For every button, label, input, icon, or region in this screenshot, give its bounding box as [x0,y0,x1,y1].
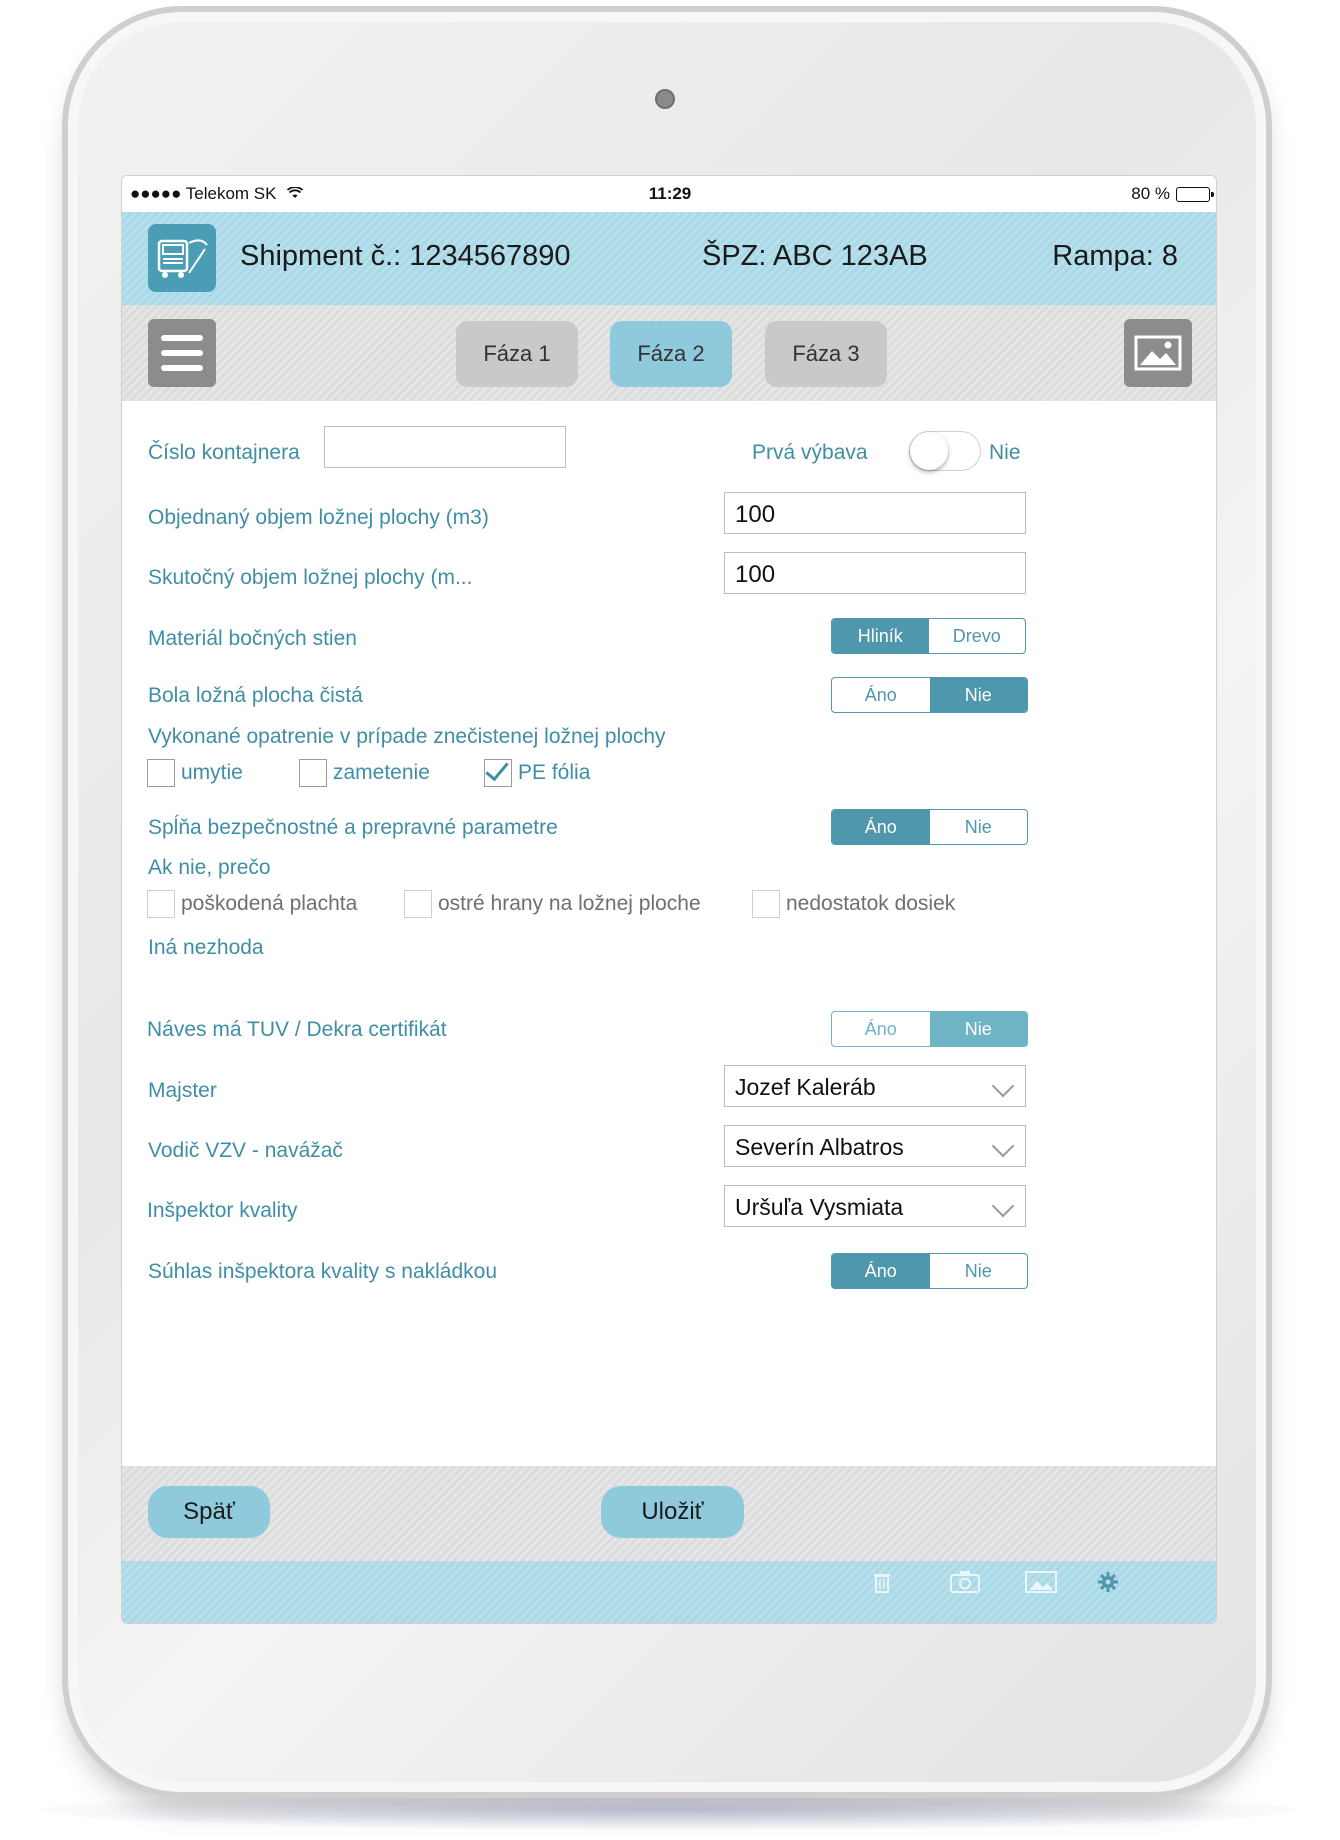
bottom-bar [122,1561,1217,1624]
checkbox-pe-folia[interactable]: PE fólia [484,759,590,787]
option-nie[interactable]: Nie [930,678,1028,712]
ramp-number: Rampa: 8 [1052,240,1178,272]
battery-icon [1176,187,1210,202]
app-header [122,212,1217,305]
option-nie[interactable]: Nie [930,1012,1028,1046]
gallery-button[interactable] [1124,319,1192,387]
tuv-certificate-label: Náves má TUV / Dekra certifikát [147,1018,447,1041]
side-wall-material-segment [831,618,1026,654]
front-camera [655,89,675,109]
inspector-consent-label: Súhlas inšpektora kvality s nakládkou [148,1260,498,1283]
save-button[interactable]: Uložiť [601,1486,744,1538]
status-bar [122,176,1217,212]
ordered-volume-input[interactable]: 100 [724,492,1026,534]
camera-icon[interactable] [950,1569,980,1595]
option-nie[interactable]: Nie [964,816,992,837]
ordered-volume-label: Objednaný objem ložnej plochy (m3) [148,506,489,529]
checkbox-ostre-hrany[interactable]: ostré hrany na ložnej ploche [404,890,701,918]
tab-faza-1[interactable]: Fáza 1 [456,321,578,387]
checkbox-poskodena-plachta[interactable]: poškodená plachta [147,890,357,918]
majster-dropdown[interactable]: Jozef Kaleráb [724,1065,1026,1107]
measures-label: Vykonané opatrenie v prípade znečistenej ložnej plochy [148,725,666,748]
option-nie[interactable]: Nie [964,1260,992,1281]
safety-params-segment [831,809,1028,845]
option-ano[interactable]: Áno [864,1018,897,1039]
truck-logo-icon [148,224,216,292]
screen [121,175,1217,1624]
actual-volume-input[interactable]: 100 [724,552,1026,594]
chevron-down-icon [992,1075,1015,1098]
other-issue-label: Iná nezhoda [148,936,264,959]
safety-params-label: Spĺňa bezpečnostné a prepravné parametre [148,816,558,839]
tuv-certificate-segment [831,1011,1028,1047]
actual-volume-label: Skutočný objem ložnej plochy (m... [148,566,473,589]
clock: 11:29 [648,184,692,203]
hamburger-icon [161,335,203,341]
container-number-label: Číslo kontajnera [148,441,300,464]
license-plate: ŠPZ: ABC 123AB [702,240,928,272]
menu-button[interactable] [148,319,216,387]
bed-clean-label: Bola ložná plocha čistá [148,684,363,707]
carrier-name: ●●●●● Telekom SK [130,184,277,203]
if-not-why-label: Ak nie, prečo [148,856,271,879]
option-ano[interactable]: Áno [832,1254,930,1288]
option-ano[interactable]: Áno [864,684,897,705]
inspection-form [122,401,1217,1466]
toolbar [122,305,1217,401]
bed-clean-segment [831,677,1028,713]
checkbox-umytie[interactable]: umytie [147,759,243,787]
footer-bar [122,1466,1217,1561]
tab-faza-3[interactable]: Fáza 3 [765,321,887,387]
back-button[interactable]: Späť [148,1486,270,1538]
inspector-consent-segment [831,1253,1028,1289]
checkmark-icon [485,757,508,782]
image-icon[interactable] [1025,1569,1057,1595]
first-equipment-value: Nie [989,441,1021,464]
checkbox-zametenie[interactable]: zametenie [299,759,430,787]
inspector-label: Inšpektor kvality [147,1199,298,1222]
first-equipment-switch[interactable] [909,431,981,471]
chevron-down-icon [992,1195,1015,1218]
driver-dropdown[interactable]: Severín Albatros [724,1125,1026,1167]
majster-label: Majster [148,1079,217,1102]
option-drevo[interactable]: Drevo [952,625,1001,646]
image-icon [1134,335,1182,371]
option-hlinik[interactable]: Hliník [832,619,929,653]
checkbox-nedostatok-dosiek[interactable]: nedostatok dosiek [752,890,955,918]
option-ano[interactable]: Áno [832,810,930,844]
shipment-number: Shipment č.: 1234567890 [240,240,571,272]
trash-icon[interactable] [874,1569,890,1595]
driver-label: Vodič VZV - navážač [148,1139,343,1162]
tab-faza-2[interactable]: Fáza 2 [610,321,732,387]
container-number-input[interactable] [324,426,566,468]
battery-percent: 80 % [1131,184,1170,203]
chevron-down-icon [992,1135,1015,1158]
side-wall-material-label: Materiál bočných stien [148,627,357,650]
first-equipment-label: Prvá výbava [752,441,868,464]
inspector-dropdown[interactable]: Uršuľa Vysmiata [724,1185,1026,1227]
gear-icon[interactable] [1097,1569,1119,1595]
